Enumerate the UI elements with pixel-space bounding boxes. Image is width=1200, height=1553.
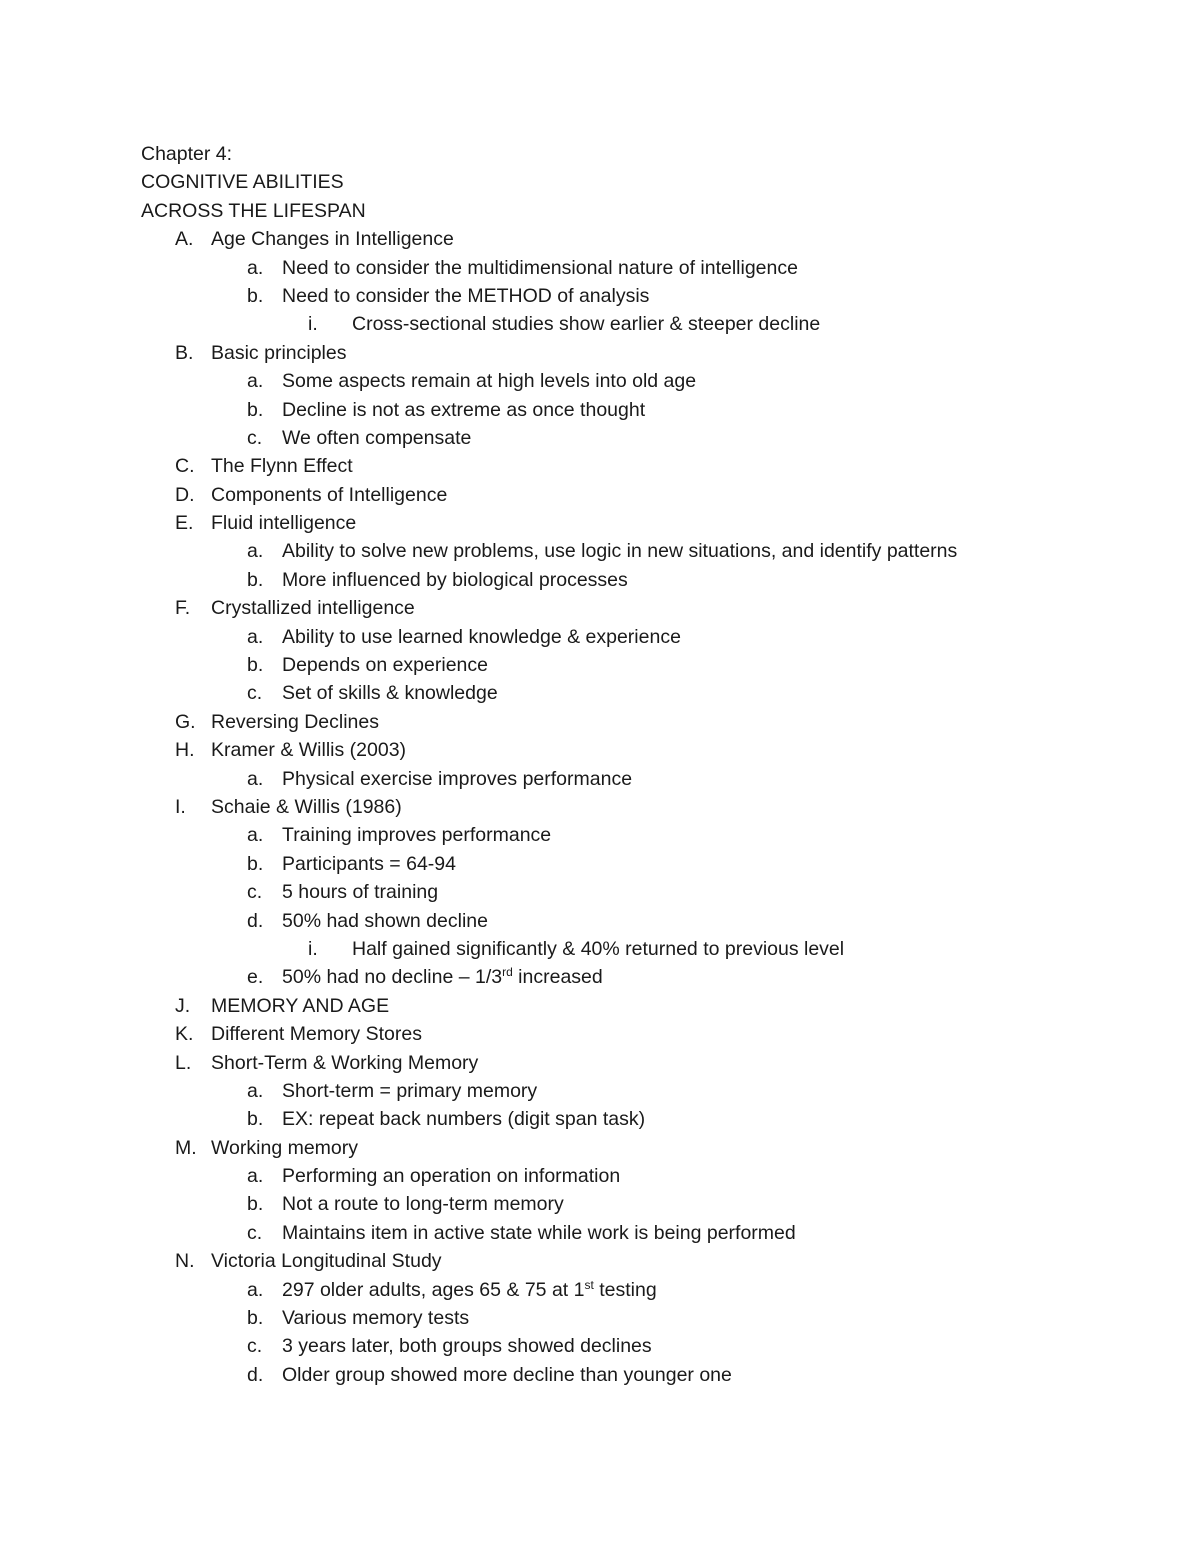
outline-list: [141, 225, 1141, 1389]
list-item-text-main: Older group showed more decline than younger one: [282, 1363, 732, 1386]
list-item-text: [282, 907, 488, 935]
list-item-text: [282, 963, 603, 991]
outline-item-level-2: [141, 1304, 1141, 1332]
list-item-text-main: Depends on experience: [282, 654, 488, 677]
list-item-text: [282, 765, 632, 793]
outline-item-level-1: [141, 793, 1141, 821]
list-marker: e.: [247, 966, 264, 989]
outline-item-level-1: [141, 708, 1141, 736]
list-marker: A.: [175, 228, 194, 251]
outline-item-level-2: [141, 623, 1141, 651]
list-marker: b.: [247, 1193, 264, 1216]
list-marker: D.: [175, 483, 195, 506]
outline-item-level-2: [141, 1361, 1141, 1389]
outline-item-level-2: [141, 1190, 1141, 1218]
list-item-text: [282, 821, 551, 849]
list-item-text-after: testing: [593, 1278, 657, 1301]
list-item-text-main: Fluid intelligence: [211, 512, 357, 535]
list-item-text-main: Short-Term & Working Memory: [211, 1051, 479, 1074]
list-marker: c.: [247, 426, 263, 449]
list-item-text-main: Ability to solve new problems, use logic in new situations, and identify patterns: [282, 540, 958, 563]
document-body: [141, 140, 1141, 1389]
list-marker: b.: [247, 852, 264, 875]
chapter-title-line-2: ACROSS THE LIFESPAN: [141, 199, 366, 222]
list-item-text-main: Not a route to long-term memory: [282, 1193, 564, 1216]
list-marker: b.: [247, 284, 264, 307]
list-item-text: [282, 537, 957, 565]
list-item-text: [282, 679, 498, 707]
list-marker: H.: [175, 739, 195, 762]
list-item-text-main: Schaie & Willis (1986): [211, 795, 402, 818]
list-marker: F.: [175, 597, 191, 620]
list-marker: b.: [247, 654, 264, 677]
list-item-text: [282, 1162, 620, 1190]
list-item-text: [282, 282, 649, 310]
list-marker: a.: [247, 767, 264, 790]
list-item-text-main: Need to consider the multidimensional nature of intelligence: [282, 256, 798, 279]
outline-item-level-1: [141, 1134, 1141, 1162]
outline-item-level-2: [141, 878, 1141, 906]
list-item-text-main: Victoria Longitudinal Study: [211, 1250, 442, 1273]
list-marker: K.: [175, 1023, 194, 1046]
list-item-text-after: increased: [512, 966, 603, 989]
list-item-text-main: Decline is not as extreme as once thought: [282, 398, 646, 421]
outline-item-level-1: [141, 225, 1141, 253]
outline-item-level-1: [141, 594, 1141, 622]
outline-item-level-1: [141, 452, 1141, 480]
list-item-text: [211, 339, 346, 367]
list-item-text-main: 50% had shown decline: [282, 909, 488, 932]
list-marker: N.: [175, 1250, 195, 1273]
list-marker: b.: [247, 568, 264, 591]
list-item-text-main: Training improves performance: [282, 824, 552, 847]
list-marker: a.: [247, 824, 264, 847]
list-marker: d.: [247, 1363, 264, 1386]
list-item-text: [211, 992, 389, 1020]
list-item-text-main: Different Memory Stores: [211, 1023, 422, 1046]
outline-item-level-1: [141, 992, 1141, 1020]
list-item-text-main: 50% had no decline – 1/3: [282, 966, 503, 989]
list-item-text-main: Components of Intelligence: [211, 483, 448, 506]
list-item-text: [211, 1247, 442, 1275]
outline-item-level-2: [141, 537, 1141, 565]
list-item-text-main: EX: repeat back numbers (digit span task): [282, 1108, 646, 1131]
list-item-text: [211, 708, 379, 736]
list-item-text-main: Need to consider the METHOD of analysis: [282, 284, 650, 307]
outline-item-level-2: [141, 963, 1141, 991]
list-item-text: [211, 481, 447, 509]
list-item-text-main: Maintains item in active state while work is being performed: [282, 1221, 796, 1244]
list-item-text: [282, 254, 798, 282]
outline-item-level-1: [141, 1049, 1141, 1077]
list-marker: c.: [247, 881, 263, 904]
list-item-text: [282, 850, 456, 878]
list-item-text-main: Performing an operation on information: [282, 1165, 621, 1188]
list-marker: b.: [247, 398, 264, 421]
list-marker: a.: [247, 256, 264, 279]
list-item-text: [282, 1105, 645, 1133]
list-marker: c.: [247, 1221, 263, 1244]
list-marker: B.: [175, 341, 194, 364]
list-item-text-main: Half gained significantly & 40% returned to previous level: [352, 937, 845, 960]
list-marker: a.: [247, 1165, 264, 1188]
list-item-text-main: The Flynn Effect: [211, 455, 353, 478]
outline-item-level-2: [141, 1332, 1141, 1360]
list-item-text: [282, 1276, 657, 1304]
list-item-text: [282, 1190, 564, 1218]
list-item-text: [282, 367, 696, 395]
list-item-text-main: Reversing Declines: [211, 710, 379, 733]
ordinal-superscript: rd: [502, 965, 513, 980]
ordinal-superscript: st: [584, 1277, 594, 1292]
list-item-text: [282, 878, 438, 906]
list-marker: d.: [247, 909, 264, 932]
outline-item-level-2: [141, 424, 1141, 452]
outline-item-level-2: [141, 907, 1141, 935]
list-item-text: [211, 793, 402, 821]
list-item-text-main: We often compensate: [282, 426, 472, 449]
outline-item-level-3: [141, 935, 1141, 963]
list-marker: a.: [247, 370, 264, 393]
list-item-text-main: 5 hours of training: [282, 881, 439, 904]
list-item-text-main: MEMORY AND AGE: [211, 994, 390, 1017]
list-marker: C.: [175, 455, 195, 478]
list-item-text: [282, 1304, 469, 1332]
list-item-text-main: Age Changes in Intelligence: [211, 228, 454, 251]
list-marker: a.: [247, 540, 264, 563]
outline-item-level-2: [141, 1219, 1141, 1247]
list-item-text: [282, 1077, 537, 1105]
chapter-title-line-1: COGNITIVE ABILITIES: [141, 171, 344, 194]
list-marker: b.: [247, 1108, 264, 1131]
outline-item-level-1: [141, 1247, 1141, 1275]
list-item-text-main: Short-term = primary memory: [282, 1079, 538, 1102]
outline-item-level-1: [141, 736, 1141, 764]
outline-item-level-2: [141, 651, 1141, 679]
outline-item-level-1: [141, 481, 1141, 509]
list-item-text-main: Kramer & Willis (2003): [211, 739, 407, 762]
list-item-text: [282, 424, 471, 452]
outline-item-level-2: [141, 396, 1141, 424]
outline-item-level-1: [141, 509, 1141, 537]
list-marker: i.: [308, 937, 318, 960]
outline-item-level-2: [141, 254, 1141, 282]
list-item-text-main: 3 years later, both groups showed declines: [282, 1335, 652, 1358]
list-item-text: [211, 1134, 358, 1162]
list-item-text: [282, 651, 488, 679]
list-item-text-main: Crystallized intelligence: [211, 597, 415, 620]
list-item-text: [282, 1332, 652, 1360]
outline-item-level-2: [141, 282, 1141, 310]
list-item-text-main: Working memory: [211, 1136, 359, 1159]
list-marker: c.: [247, 1335, 263, 1358]
outline-item-level-3: [141, 310, 1141, 338]
list-item-text: [282, 1361, 732, 1389]
outline-item-level-2: [141, 1077, 1141, 1105]
list-marker: b.: [247, 1307, 264, 1330]
list-item-text-main: Set of skills & knowledge: [282, 682, 498, 705]
outline-item-level-2: [141, 367, 1141, 395]
outline-item-level-2: [141, 566, 1141, 594]
outline-item-level-1: [141, 1020, 1141, 1048]
list-marker: a.: [247, 625, 264, 648]
list-item-text-main: Some aspects remain at high levels into old age: [282, 370, 697, 393]
list-item-text: [282, 566, 628, 594]
list-item-text-main: Various memory tests: [282, 1307, 470, 1330]
list-marker: M.: [175, 1136, 197, 1159]
outline-item-level-2: [141, 1105, 1141, 1133]
chapter-number: Chapter 4:: [141, 143, 233, 165]
list-item-text-main: Participants = 64-94: [282, 852, 456, 875]
outline-item-level-2: [141, 679, 1141, 707]
list-marker: a.: [247, 1079, 264, 1102]
list-marker: c.: [247, 682, 263, 705]
outline-item-level-2: [141, 821, 1141, 849]
list-marker: L.: [175, 1051, 192, 1074]
list-marker: a.: [247, 1278, 264, 1301]
list-marker: E.: [175, 512, 194, 535]
list-item-text: [282, 396, 645, 424]
outline-item-level-2: [141, 765, 1141, 793]
outline-item-level-2: [141, 1276, 1141, 1304]
list-item-text: [211, 1049, 478, 1077]
list-item-text: [211, 509, 356, 537]
list-marker: i.: [308, 313, 318, 336]
outline-item-level-1: [141, 339, 1141, 367]
list-item-text: [211, 225, 454, 253]
list-item-text: [211, 736, 406, 764]
list-marker: I.: [175, 795, 186, 818]
list-item-text-main: Physical exercise improves performance: [282, 767, 633, 790]
outline-item-level-2: [141, 850, 1141, 878]
list-item-text-main: Basic principles: [211, 341, 347, 364]
list-marker: J.: [175, 994, 191, 1017]
list-item-text: [211, 594, 415, 622]
list-item-text: [282, 623, 681, 651]
list-item-text-main: Cross-sectional studies show earlier & steeper decline: [352, 313, 821, 336]
list-item-text: [211, 1020, 422, 1048]
list-item-text-main: More influenced by biological processes: [282, 568, 628, 591]
list-item-text-main: 297 older adults, ages 65 & 75 at 1: [282, 1278, 585, 1301]
list-item-text: [211, 452, 353, 480]
list-marker: G.: [175, 710, 196, 733]
list-item-text: [282, 1219, 796, 1247]
list-item-text: [352, 935, 844, 963]
list-item-text-main: Ability to use learned knowledge & experience: [282, 625, 681, 648]
list-item-text: [352, 310, 820, 338]
outline-item-level-2: [141, 1162, 1141, 1190]
